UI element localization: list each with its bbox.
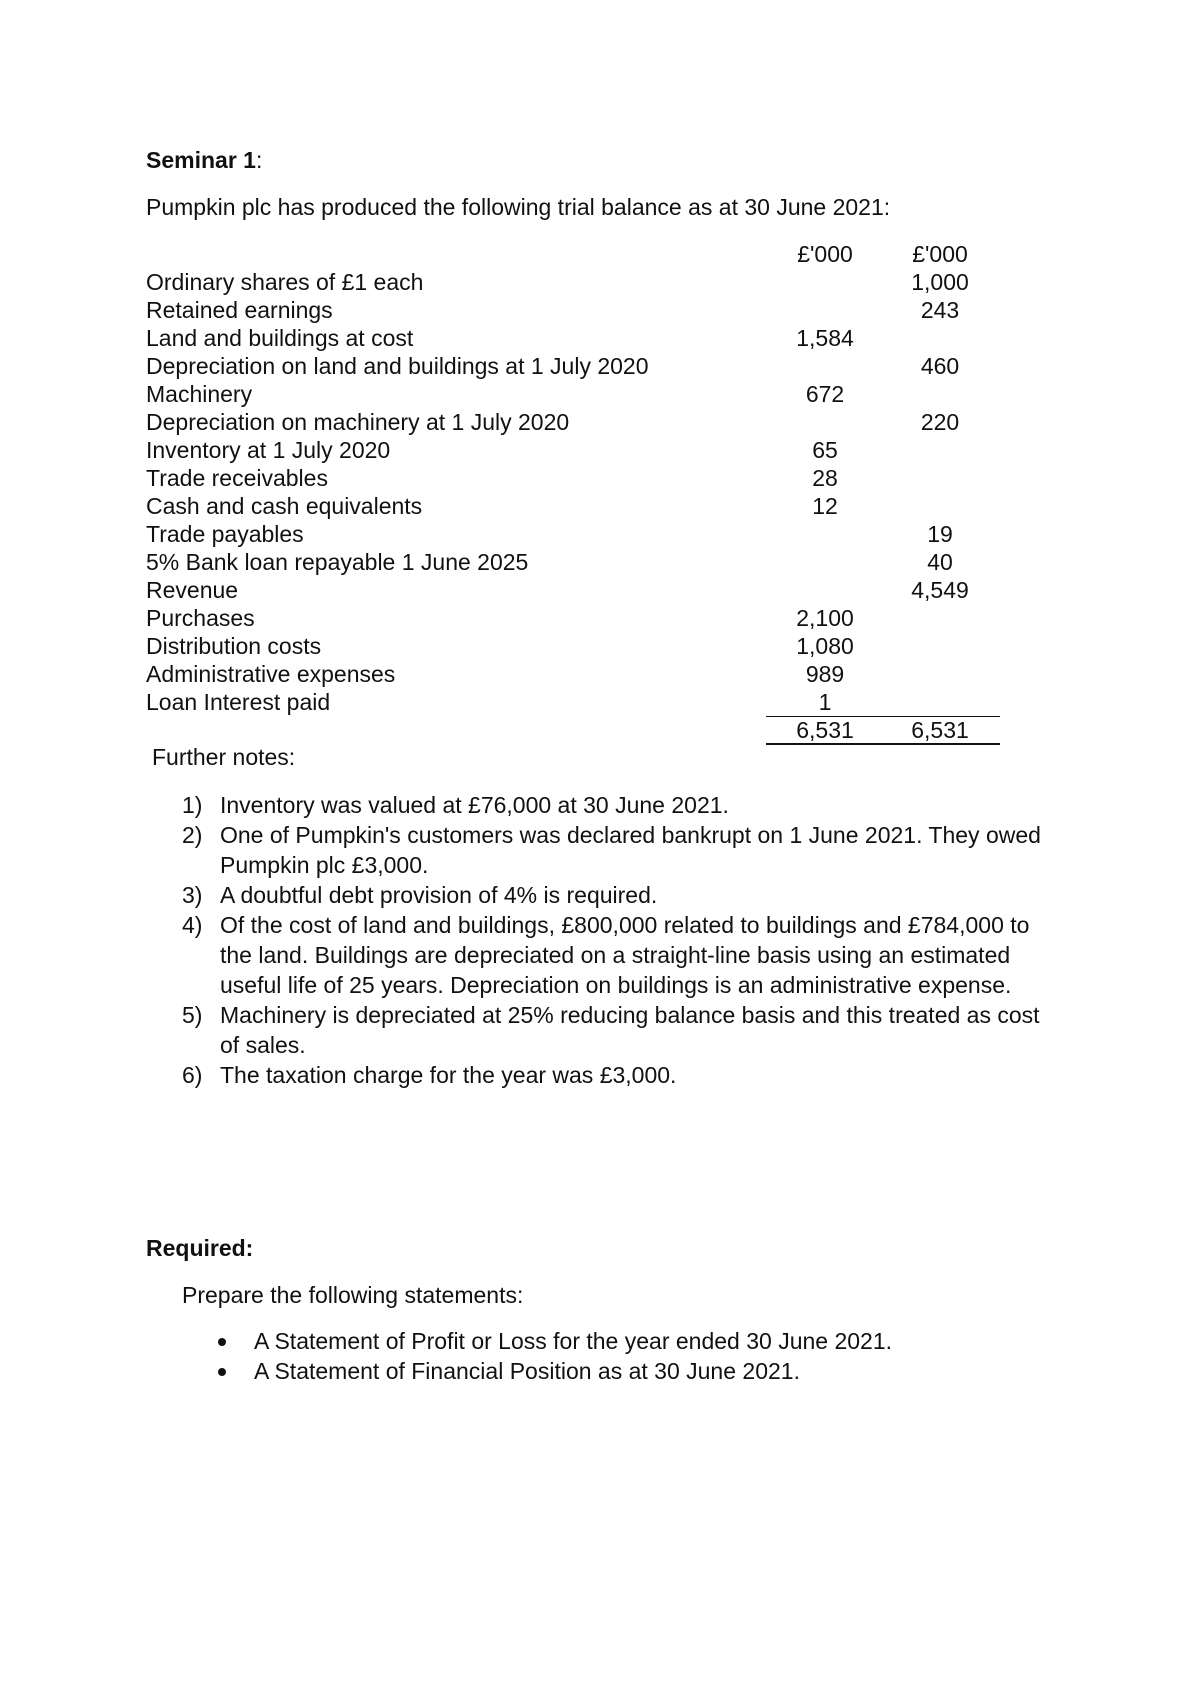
- note-number: 6): [182, 1062, 203, 1088]
- required-title: Required:: [146, 1235, 254, 1261]
- note-text: Inventory was valued at £76,000 at 30 June 2021.: [220, 792, 729, 818]
- row-debit: 28: [812, 465, 838, 491]
- row-debit: 1,584: [796, 325, 854, 351]
- note-text: Of the cost of land and buildings, £800,000 related to buildings and £784,000 to the land. Buildings are depreciated on a straight-line basis using an estimated useful life of 25 years. Depreciation on buildings is an administrative expense.: [220, 912, 1030, 998]
- note-text: Machinery is depreciated at 25% reducing balance basis and this treated as cost of sales.: [220, 1002, 1040, 1058]
- credit-total: 6,531: [911, 717, 969, 743]
- table-row: [146, 324, 1006, 352]
- note-number: 4): [182, 912, 203, 938]
- row-credit: 220: [920, 409, 960, 435]
- table-row: [146, 408, 1006, 436]
- statement-text: A Statement of Profit or Loss for the year ended 30 June 2021.: [254, 1328, 893, 1354]
- table-row: [146, 660, 1006, 688]
- list-item: [182, 880, 1062, 910]
- row-label: Administrative expenses: [146, 661, 396, 687]
- debit-column-header: £'000: [797, 241, 853, 267]
- row-label: Inventory at 1 July 2020: [146, 437, 391, 463]
- note-text: A doubtful debt provision of 4% is required.: [220, 882, 658, 908]
- row-debit: 672: [805, 381, 845, 407]
- intro-text: Pumpkin plc has produced the following trial balance as at 30 June 2021:: [146, 194, 891, 220]
- table-row: [146, 520, 1006, 548]
- note-number: 1): [182, 792, 203, 818]
- table-row: [146, 296, 1006, 324]
- row-label: Trade payables: [146, 521, 304, 547]
- row-debit: 65: [812, 437, 838, 463]
- list-item: [218, 1326, 892, 1356]
- statements-list: [218, 1326, 892, 1386]
- list-item: [182, 910, 1062, 1000]
- row-label: Depreciation on machinery at 1 July 2020: [146, 409, 570, 435]
- row-credit: 40: [927, 549, 953, 575]
- row-label: Retained earnings: [146, 297, 333, 323]
- credit-column-header: £'000: [912, 241, 968, 267]
- list-item: [218, 1356, 892, 1386]
- seminar-heading-colon: :: [255, 147, 263, 173]
- list-item: [182, 1060, 1062, 1090]
- bullet-icon: [218, 1368, 226, 1376]
- seminar-heading: [146, 147, 262, 174]
- trial-balance-header: [146, 240, 1006, 268]
- notes-list: [182, 790, 1062, 1090]
- prepare-text: Prepare the following statements:: [182, 1282, 524, 1308]
- seminar-heading-bold: Seminar 1: [146, 147, 256, 173]
- row-credit: 19: [927, 521, 953, 547]
- table-row: [146, 548, 1006, 576]
- row-label: Cash and cash equivalents: [146, 493, 423, 519]
- further-notes-title: Further notes:: [152, 744, 296, 770]
- totals-row: [146, 716, 1006, 744]
- table-row: [146, 436, 1006, 464]
- trial-balance-table: [146, 240, 1006, 744]
- row-label: Distribution costs: [146, 633, 322, 659]
- totals-bottom-rule: [766, 743, 1000, 745]
- row-credit: 1,000: [911, 269, 969, 295]
- row-label: Loan Interest paid: [146, 689, 331, 715]
- list-item: [182, 1000, 1062, 1060]
- table-row: [146, 688, 1006, 716]
- table-row: [146, 268, 1006, 296]
- table-row: [146, 492, 1006, 520]
- row-label: Ordinary shares of £1 each: [146, 269, 424, 295]
- table-row: [146, 380, 1006, 408]
- row-label: Land and buildings at cost: [146, 325, 414, 351]
- table-row: [146, 604, 1006, 632]
- row-label: Revenue: [146, 577, 239, 603]
- row-label: Depreciation on land and buildings at 1 July 2020: [146, 353, 649, 379]
- note-number: 3): [182, 882, 203, 908]
- row-label: Machinery: [146, 381, 253, 407]
- row-credit: 243: [920, 297, 960, 323]
- row-debit: 2,100: [796, 605, 854, 631]
- row-label: Purchases: [146, 605, 255, 631]
- bullet-icon: [218, 1338, 226, 1346]
- row-debit: 12: [812, 493, 838, 519]
- note-number: 5): [182, 1002, 203, 1028]
- row-credit: 4,549: [911, 577, 969, 603]
- note-text: The taxation charge for the year was £3,000.: [220, 1062, 677, 1088]
- table-row: [146, 352, 1006, 380]
- row-debit: 1: [818, 689, 832, 715]
- row-debit: 989: [805, 661, 845, 687]
- statement-text: A Statement of Financial Position as at 30 June 2021.: [254, 1358, 800, 1384]
- note-text: One of Pumpkin's customers was declared bankrupt on 1 June 2021. They owed Pumpkin plc £3,000.: [220, 822, 1041, 878]
- row-label: 5% Bank loan repayable 1 June 2025: [146, 549, 529, 575]
- debit-total: 6,531: [796, 717, 854, 743]
- list-item: [182, 820, 1062, 880]
- note-number: 2): [182, 822, 203, 848]
- row-debit: 1,080: [796, 633, 854, 659]
- list-item: [182, 790, 1062, 820]
- table-row: [146, 576, 1006, 604]
- table-row: [146, 464, 1006, 492]
- row-credit: 460: [920, 353, 960, 379]
- row-label: Trade receivables: [146, 465, 328, 491]
- table-row: [146, 632, 1006, 660]
